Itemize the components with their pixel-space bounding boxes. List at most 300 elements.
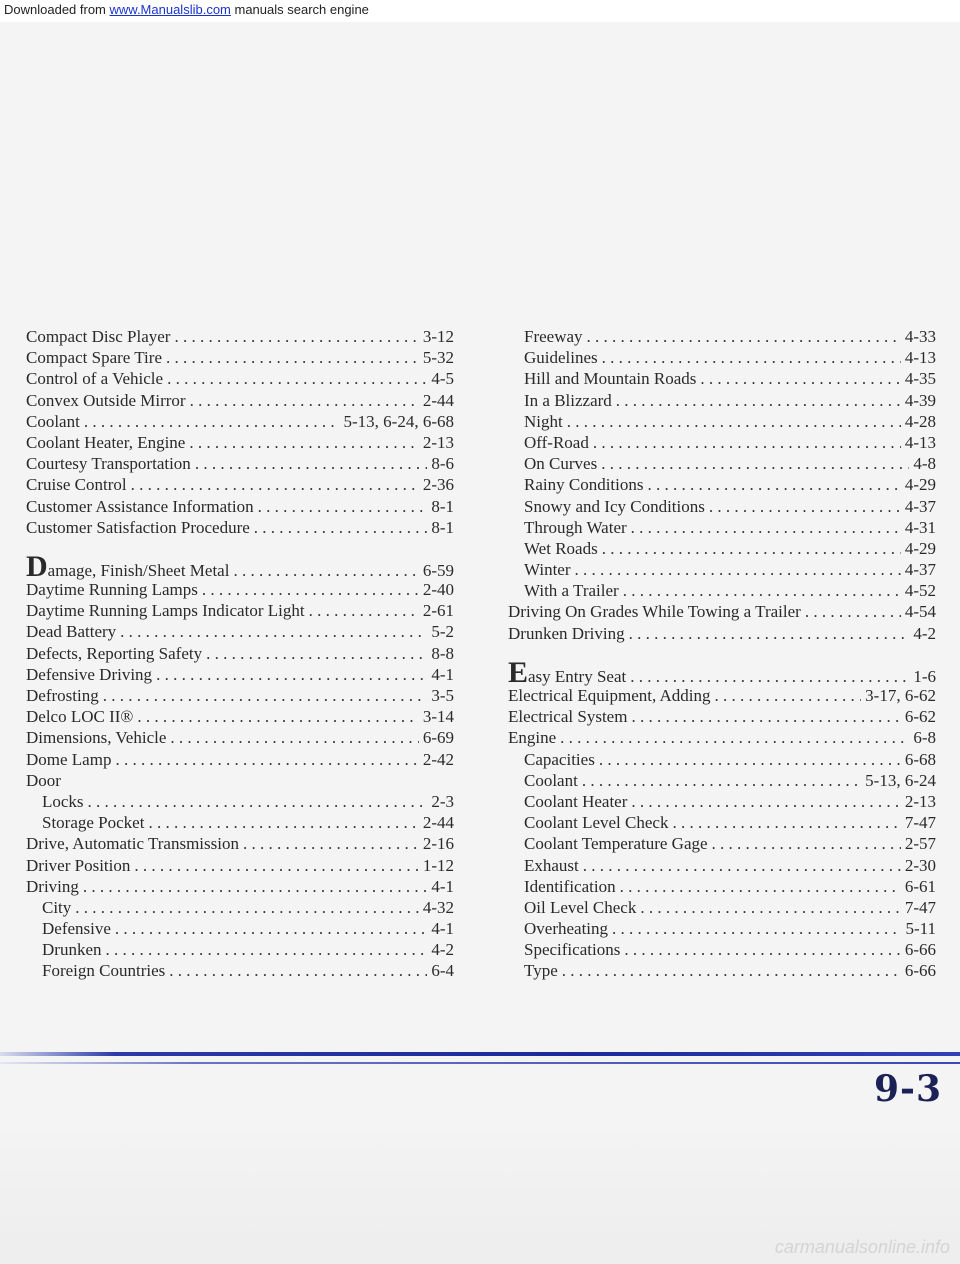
download-header (0, 0, 960, 22)
index-entry-label (524, 833, 708, 854)
index-entry-page: 5-2 (431, 622, 454, 642)
dot-leader (174, 326, 418, 347)
dot-leader (587, 326, 901, 347)
dot-leader (575, 559, 901, 580)
index-entry (26, 549, 454, 583)
index-entry-page: 4-13 (904, 348, 936, 368)
index-entry (508, 390, 936, 411)
dot-leader (647, 474, 900, 495)
index-entry-text: Locks (42, 791, 84, 811)
index-entry-label (26, 770, 61, 791)
index-entry (26, 368, 454, 389)
index-entry-label (508, 623, 625, 644)
dot-leader (167, 368, 427, 389)
index-entry-page: 1-6 (913, 666, 936, 686)
index-entry-text: Control of a Vehicle (26, 369, 164, 389)
index-entry-page: 2-61 (422, 601, 454, 621)
dot-leader (84, 411, 340, 432)
index-entry-page: 5-13, 6-24, 6-68 (343, 411, 454, 431)
dot-leader (120, 621, 427, 642)
index-entry-page: 3-5 (431, 686, 454, 705)
index-entry (508, 876, 936, 897)
index-entry-text: In a Blizzard (524, 390, 612, 410)
index-entry-text: Snowy and Icy Conditions (524, 496, 705, 516)
page-rule-thin (0, 1062, 960, 1064)
dot-leader (582, 770, 861, 791)
dot-leader (115, 749, 418, 770)
index-entry-label (26, 453, 191, 474)
index-entry-text: Convex Outside Mirror (26, 390, 186, 410)
index-entry-text: Customer Assistance Information (26, 496, 254, 516)
index-entry (26, 517, 454, 538)
index-entry-label (524, 939, 620, 960)
dot-leader (623, 580, 901, 601)
index-entry-text: Cruise Control (26, 475, 127, 495)
index-entry-label (508, 685, 711, 706)
section-gap (508, 644, 936, 664)
index-entry-text: Coolant Heater, Engine (26, 432, 186, 452)
index-entry-label (42, 897, 71, 918)
index-entry-page: 1-12 (422, 855, 454, 875)
index-entry-text: Hill and Mountain Roads (524, 369, 697, 389)
dot-leader (103, 685, 428, 706)
index-entry (26, 960, 454, 981)
index-entry (26, 706, 454, 727)
index-entry-text: With a Trailer (524, 581, 619, 601)
index-entry (26, 897, 454, 918)
index-entry-label (26, 685, 99, 706)
index-entry-page: 6-62 (904, 707, 936, 727)
index-entry (508, 453, 936, 474)
index-entry-text: Driving (26, 876, 79, 896)
dot-leader (620, 876, 901, 897)
index-entry-text: Freeway (524, 327, 583, 346)
index-entry-page: 6-8 (913, 728, 936, 748)
dot-leader (640, 897, 900, 918)
index-entry (508, 791, 936, 812)
index-entry-label (26, 549, 230, 583)
index-entry (26, 390, 454, 411)
index-entry-page: 3-12 (422, 327, 454, 346)
dot-leader (624, 939, 901, 960)
index-entry-label (524, 876, 616, 897)
index-entry-text: Dead Battery (26, 622, 117, 642)
dot-leader (83, 876, 427, 897)
dot-leader (616, 390, 901, 411)
watermark: carmanualsonline.info (774, 1237, 950, 1257)
dot-leader (202, 579, 419, 600)
index-entry-text: Electrical System (508, 707, 628, 727)
index-entry-text: Coolant Heater (524, 791, 628, 811)
index-entry-label (524, 474, 643, 495)
dot-leader (709, 496, 901, 517)
index-entry-text: amage, Finish/Sheet Metal (47, 560, 230, 580)
header-suffix: manuals search engine (230, 2, 369, 17)
index-entry-label (42, 918, 111, 939)
index-entry-label (26, 643, 202, 664)
index-entry-text: Drunken (42, 940, 102, 960)
index-entry-page: 4-8 (913, 454, 936, 474)
index-entry-text: Dome Lamp (26, 749, 112, 769)
index-entry-text: Daytime Running Lamps Indicator Light (26, 601, 305, 621)
index-entry-text: Coolant Temperature Gage (524, 834, 708, 854)
index-entry-page: 4-28 (904, 411, 936, 431)
index-entry (26, 727, 454, 748)
index-entry-text: Wet Roads (524, 538, 598, 558)
index-entry-label (524, 326, 583, 347)
index-entry-label (26, 600, 305, 621)
index-entry-label (42, 939, 101, 960)
index-entry-page: 2-16 (422, 834, 454, 854)
page-rule-thick (0, 1052, 960, 1056)
index-entry-page: 2-42 (422, 749, 454, 769)
dot-leader (243, 833, 419, 854)
index-entry-text: Specifications (524, 940, 621, 960)
index-entry-text: Coolant Level Check (524, 813, 669, 833)
index-entry-text: Capacities (524, 749, 595, 769)
manual-page (0, 22, 960, 1257)
index-entry-page: 8-6 (431, 454, 454, 474)
index-entry-label (26, 749, 111, 770)
index-entry (26, 326, 454, 347)
index-entry-label (508, 601, 801, 622)
index-entry-label (26, 833, 239, 854)
index-entry-text: Door (26, 770, 61, 790)
index-entry-text: Electrical Equipment, Adding (508, 686, 711, 705)
index-entry (508, 623, 936, 644)
index-entry-label (524, 411, 563, 432)
index-entry-page: 4-32 (422, 897, 454, 917)
index-entry (508, 559, 936, 580)
index-entry-label (524, 812, 668, 833)
index-entry-label (26, 347, 162, 368)
index-entry (508, 517, 936, 538)
index-entry-text: Defensive (42, 919, 111, 939)
index-entry-page: 2-44 (422, 390, 454, 410)
index-entry-label (26, 390, 186, 411)
index-entry-text: Delco LOC II® (26, 707, 134, 727)
index-entry-page: 3-17, 6-62 (865, 686, 936, 705)
index-entry (508, 855, 936, 876)
index-entry (508, 347, 936, 368)
dot-leader (134, 855, 418, 876)
index-entry-text: Defensive Driving (26, 664, 153, 684)
index-entry-text: Foreign Countries (42, 961, 166, 981)
index-entry-label (524, 559, 571, 580)
index-entry (26, 939, 454, 960)
dot-leader (631, 791, 900, 812)
index-entry (26, 432, 454, 453)
index-entry-label (524, 918, 608, 939)
index-entry-label (26, 474, 127, 495)
index-entry (508, 685, 936, 706)
dot-leader (612, 918, 901, 939)
index-entry-text: Daytime Running Lamps (26, 580, 198, 600)
index-entry-label (26, 496, 254, 517)
index-entry-text: Dimensions, Vehicle (26, 728, 167, 748)
index-entry-text: Off-Road (524, 432, 589, 452)
index-entry (508, 580, 936, 601)
index-entry (508, 326, 936, 347)
index-entry-text: Driving On Grades While Towing a Trailer (508, 602, 801, 622)
dot-leader (156, 664, 427, 685)
index-entry-label (524, 347, 598, 368)
index-entry-page: 5-32 (422, 348, 454, 368)
index-entry (26, 579, 454, 600)
index-entry-label (26, 579, 198, 600)
index-entry (26, 664, 454, 685)
index-entry-page: 2-57 (904, 834, 936, 854)
index-entry (508, 655, 936, 689)
index-entry (26, 770, 454, 791)
dot-leader (309, 600, 419, 621)
index-entry (508, 496, 936, 517)
dot-leader (715, 685, 862, 706)
index-entry (26, 600, 454, 621)
index-entry-text: Overheating (524, 919, 609, 939)
index-entry-label (524, 960, 558, 981)
index-entry-page: 6-4 (431, 961, 454, 981)
index-entry-page: 4-1 (431, 876, 454, 896)
index-entry-label (524, 432, 589, 453)
index-entry-label (524, 496, 705, 517)
index-entry-page: 8-1 (431, 517, 454, 537)
index-entry-page: 4-37 (904, 496, 936, 516)
index-entry (26, 453, 454, 474)
index-entry-text: Storage Pocket (42, 813, 145, 833)
index-entry-text: Oil Level Check (524, 897, 637, 917)
index-column-right (508, 326, 936, 982)
index-entry (26, 621, 454, 642)
index-entry-page: 6-59 (422, 560, 454, 580)
index-entry-page: 4-37 (904, 560, 936, 580)
index-entry-text: Coolant (26, 411, 80, 431)
index-entry-text: Rainy Conditions (524, 475, 644, 495)
index-entry-page: 4-13 (904, 432, 936, 452)
index-entry (26, 749, 454, 770)
index-entry-label (26, 876, 79, 897)
index-entry (508, 939, 936, 960)
index-entry-text: Driver Position (26, 855, 131, 875)
index-entry (508, 432, 936, 453)
index-entry-label (42, 960, 165, 981)
dot-leader (599, 749, 901, 770)
index-entry (508, 770, 936, 791)
index-entry (26, 876, 454, 897)
index-entry (508, 601, 936, 622)
index-entry-page: 4-33 (904, 327, 936, 346)
index-entry-page: 4-29 (904, 538, 936, 558)
index-entry (508, 474, 936, 495)
index-entry-text: Compact Disc Player (26, 327, 171, 346)
dot-leader (258, 496, 428, 517)
dot-leader (169, 960, 427, 981)
index-entry-page: 7-47 (904, 813, 936, 833)
index-entry-label (26, 855, 130, 876)
index-entry-page: 6-69 (422, 728, 454, 748)
index-entry-text: Type (524, 961, 558, 981)
index-entry (26, 474, 454, 495)
index-entry-page: 6-61 (904, 876, 936, 896)
index-entry-page: 8-1 (431, 496, 454, 516)
index-entry-page: 2-44 (422, 813, 454, 833)
dot-leader (148, 812, 418, 833)
dot-leader (593, 432, 901, 453)
index-entry-label (26, 517, 250, 538)
index-entry-text: Courtesy Transportation (26, 454, 191, 474)
index-entry-label (524, 791, 627, 812)
dot-leader (105, 939, 427, 960)
dot-leader (631, 517, 901, 538)
dot-leader (195, 453, 428, 474)
dot-leader (601, 453, 909, 474)
index-entry-page: 6-66 (904, 940, 936, 960)
index-entry-text: Night (524, 411, 563, 431)
index-entry-label (524, 749, 595, 770)
index-entry-label (524, 517, 627, 538)
index-entry (26, 855, 454, 876)
index-entry-label (42, 812, 144, 833)
index-entry-page: 3-14 (422, 707, 454, 727)
index-entry (26, 833, 454, 854)
index-entry-text: Compact Spare Tire (26, 348, 162, 368)
index-entry (508, 411, 936, 432)
index-entry (508, 812, 936, 833)
index-entry-page: 2-36 (422, 475, 454, 495)
index-entry-page: 2-3 (431, 791, 454, 811)
index-entry (508, 918, 936, 939)
page-number: 9-3 (873, 1068, 942, 1110)
dot-leader (189, 432, 418, 453)
index-entry-label (524, 390, 612, 411)
index-entry-page: 4-1 (431, 919, 454, 939)
index-entry-page: 4-5 (431, 369, 454, 389)
index-entry-label (508, 706, 627, 727)
index-entry-text: Customer Satisfaction Procedure (26, 517, 250, 537)
dot-leader (712, 833, 901, 854)
dot-leader (115, 918, 427, 939)
index-entry (508, 833, 936, 854)
index-column-left (26, 326, 454, 982)
index-entry (26, 347, 454, 368)
dot-leader (75, 897, 419, 918)
index-entry-text: asy Entry Seat (528, 666, 627, 686)
dot-leader (630, 666, 909, 687)
dot-leader (233, 560, 418, 581)
index-entry-page: 7-47 (904, 897, 936, 917)
index-entry-page: 4-52 (904, 581, 936, 601)
dot-leader (206, 643, 427, 664)
index-entry-label (26, 368, 163, 389)
index-entry-label (26, 326, 170, 347)
dot-leader (254, 517, 428, 538)
index-entry-page: 2-30 (904, 855, 936, 875)
dot-leader (629, 623, 910, 644)
index-entry-text: City (42, 897, 72, 917)
index-entry-page: 8-8 (431, 643, 454, 663)
index-entry-label (26, 706, 133, 727)
index-entry-page: 4-54 (904, 602, 936, 622)
index-entry-label (524, 897, 636, 918)
index-entry (508, 706, 936, 727)
dot-leader (805, 601, 901, 622)
index-entry-page: 2-13 (904, 791, 936, 811)
dot-leader (137, 706, 418, 727)
index-entry-label (508, 727, 556, 748)
dot-leader (602, 538, 901, 559)
index-entry-label (524, 580, 619, 601)
dot-leader (88, 791, 428, 812)
dot-leader (131, 474, 419, 495)
index-entry-label (524, 368, 696, 389)
index-entry-text: Exhaust (524, 855, 579, 875)
index-entry-label (26, 432, 185, 453)
index-entry-label (508, 655, 627, 689)
index-entry-label (42, 791, 84, 812)
index-entry-page: 4-31 (904, 517, 936, 537)
index-entry-page: 4-35 (904, 369, 936, 389)
index-entry-text: Engine (508, 728, 557, 748)
index-entry-page: 2-40 (422, 580, 454, 600)
index-entry-page: 6-66 (904, 961, 936, 981)
dot-leader (567, 411, 901, 432)
index-entry-label (524, 538, 598, 559)
index-entry-label (26, 727, 166, 748)
index-entry-text: Identification (524, 876, 616, 896)
index-entry-text: Coolant (524, 770, 578, 790)
dot-leader (560, 727, 909, 748)
index-entry-text: Guidelines (524, 348, 598, 368)
index-entry-label (26, 621, 116, 642)
dot-leader (602, 347, 901, 368)
dot-leader (166, 347, 419, 368)
dot-leader (562, 960, 901, 981)
index-entry (26, 643, 454, 664)
index-entry-page: 6-68 (904, 749, 936, 769)
index-entry-text: Drunken Driving (508, 623, 625, 643)
manualslib-link[interactable]: www.Manualslib.com (109, 2, 231, 17)
index-entry-page: 4-1 (431, 664, 454, 684)
index-entry-label (26, 664, 152, 685)
index-entry (508, 960, 936, 981)
index-entry (508, 727, 936, 748)
index-entry-label (524, 855, 579, 876)
index-entry-page: 5-11 (905, 919, 936, 939)
dot-leader (170, 727, 418, 748)
dot-leader (631, 706, 900, 727)
dot-leader (700, 368, 900, 389)
index-entry (26, 918, 454, 939)
index-entry (26, 411, 454, 432)
index-entry-label (524, 770, 578, 791)
index-entry (26, 791, 454, 812)
section-gap (26, 538, 454, 558)
index-entry (508, 749, 936, 770)
index-entry-page: 4-39 (904, 390, 936, 410)
index-entry-text: Drive, Automatic Transmission (26, 834, 239, 854)
index-entry-label (26, 411, 80, 432)
footer-band (0, 1118, 960, 1264)
index-entry-page: 4-2 (431, 940, 454, 960)
index-entry-text: Through Water (524, 517, 627, 537)
index-entry (508, 897, 936, 918)
index-entry (26, 685, 454, 706)
header-prefix: Downloaded from (4, 2, 110, 17)
section-initial: E (508, 655, 529, 689)
index-entry-text: Defects, Reporting Safety (26, 643, 203, 663)
index-entry-label (524, 453, 597, 474)
index-entry-text: Defrosting (26, 686, 99, 705)
